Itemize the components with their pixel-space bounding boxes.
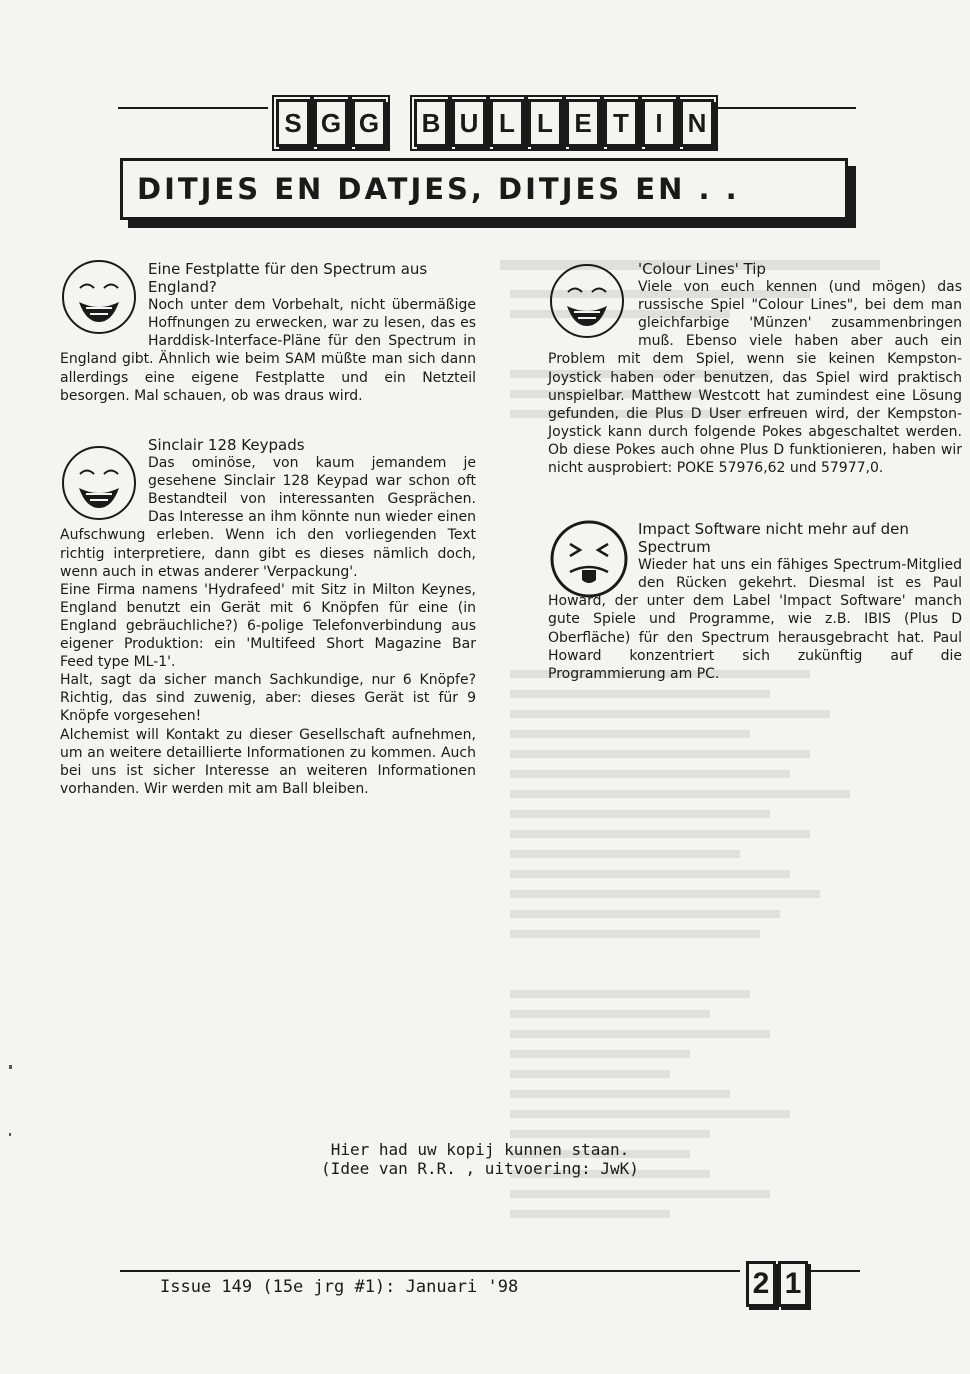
- masthead-rule-left: [118, 107, 268, 109]
- article-body: Viele von euch kennen (und mögen) das russische Spiel "Colour Lines", bei dem man gleichfarbige 'Münzen' zusammenbringen muß. Ebenso viele haben aber auch ein Problem mit dem Spiel, wenn sie keinen Kempston-Joystick haben oder benutzen, das Spiel wird praktisch unspielbar. Matthew Westcott hat zumindest eine Lösung gefunden, die Plus D User erfreuen wird, der Kempston-Joystick kann durch folgende Pokes abgeschaltet werden. Ob diese Pokes auch ohne Plus D funktionieren, haben wir nicht ausprobiert: POKE 57976,62 und 57977,0.: [548, 279, 962, 477]
- scan-speck: [9, 1065, 12, 1069]
- logo-letter: G: [352, 99, 386, 147]
- footer-rule-right: [810, 1270, 860, 1272]
- article-keypads: [60, 436, 476, 798]
- article-title: Impact Software nicht mehr auf den Spectrum: [638, 520, 909, 557]
- article-body: Wieder hat uns ein fähiges Spectrum-Mitglied den Rücken gekehrt. Diesmal ist es Paul Howard, der unter dem Label 'Impact Software' manch gute Spiele und Programme, wie z.B. IBIS (Plus D Oberfläche) für den Spectrum herausgebracht hat. Paul Howard konzentriert sich zukünftig auf die Programmierung am PC.: [548, 557, 962, 682]
- article-festplatte: [60, 260, 476, 405]
- article-body: Eine Firma namens 'Hydrafeed' mit Sitz in Milton Keynes, England benutzt ein Gerät mit 6 Knöpfen für eine (in England gebräuchliche?) 6-polige Telefonverbindung aus eigener Produktion: ein 'Multifeed Short Magazine Bar Feed type ML-1'.: [60, 581, 476, 671]
- logo-letter: B: [414, 99, 448, 147]
- logo-letter: I: [642, 99, 676, 147]
- headline-banner: [120, 158, 848, 220]
- article-body: Halt, sagt da sicher manch Sachkundige, nur 6 Knöpfe? Richtig, das sind zuwenig, aber: dieses Gerät ist für 9 Knöpfe vorgesehen!: [60, 672, 476, 725]
- logo-letter: L: [528, 99, 562, 147]
- article-title: 'Colour Lines' Tip: [638, 260, 766, 278]
- page-digit: 1: [778, 1261, 808, 1307]
- issue-line: Issue 149 (15e jrg #1): Januari '98: [160, 1277, 519, 1297]
- logo-letter: U: [452, 99, 486, 147]
- footer-rule-left: [120, 1270, 740, 1272]
- article-title: Sinclair 128 Keypads: [148, 436, 305, 454]
- logo-letter: T: [604, 99, 638, 147]
- article-body: Das ominöse, von kaum jemandem je gesehene Sinclair 128 Keypad war schon oft Bestandteil von interessanten Gesprächen. Das Interesse an ihm könnte nun wieder einen Aufschwung erleben. Wenn ich den vorliegenden Text richtig interpretiere, dann gibt es dieses nämlich doch, wenn auch in etwas anderer 'Verpackung'.: [60, 455, 476, 580]
- credit-line: (Idee van R.R. , uitvoering: JwK): [321, 1159, 639, 1178]
- page-number: [746, 1261, 808, 1307]
- article-body: Noch unter dem Vorbehalt, nicht übermäßige Hoffnungen zu erwecken, war zu lesen, das es Harddisk-Interface-Pläne für den Spectrum in England gibt. Ähnlich wie beim SAM müßte man sich dann allerdings eine eigene Festplatte und ein Netzteil besorgen. Mal schauen, ob was draus wird.: [60, 297, 476, 404]
- article-colour-lines: [548, 260, 962, 477]
- sgg-bulletin-logo: [276, 99, 714, 147]
- logo-letter: E: [566, 99, 600, 147]
- contribution-note: [230, 1140, 730, 1178]
- scan-speck: [9, 1133, 11, 1136]
- article-impact: [548, 520, 962, 683]
- credit-line: Hier had uw kopij kunnen staan.: [330, 1140, 630, 1159]
- page-digit: 2: [746, 1261, 776, 1307]
- article-title: Eine Festplatte für den Spectrum aus England?: [148, 260, 428, 297]
- logo-letter: G: [314, 99, 348, 147]
- article-body: Alchemist will Kontakt zu dieser Gesellschaft aufnehmen, um an weitere detaillierte Informationen zu kommen. Auch bei uns ist sicher Interesse an weiteren Informationen vorhanden. Wir werden mit am Ball bleiben.: [60, 726, 476, 797]
- logo-letter: S: [276, 99, 310, 147]
- logo-letter: L: [490, 99, 524, 147]
- page-headline: DITJES EN DATJES, DITJES EN . .: [137, 172, 740, 206]
- logo-letter: N: [680, 99, 714, 147]
